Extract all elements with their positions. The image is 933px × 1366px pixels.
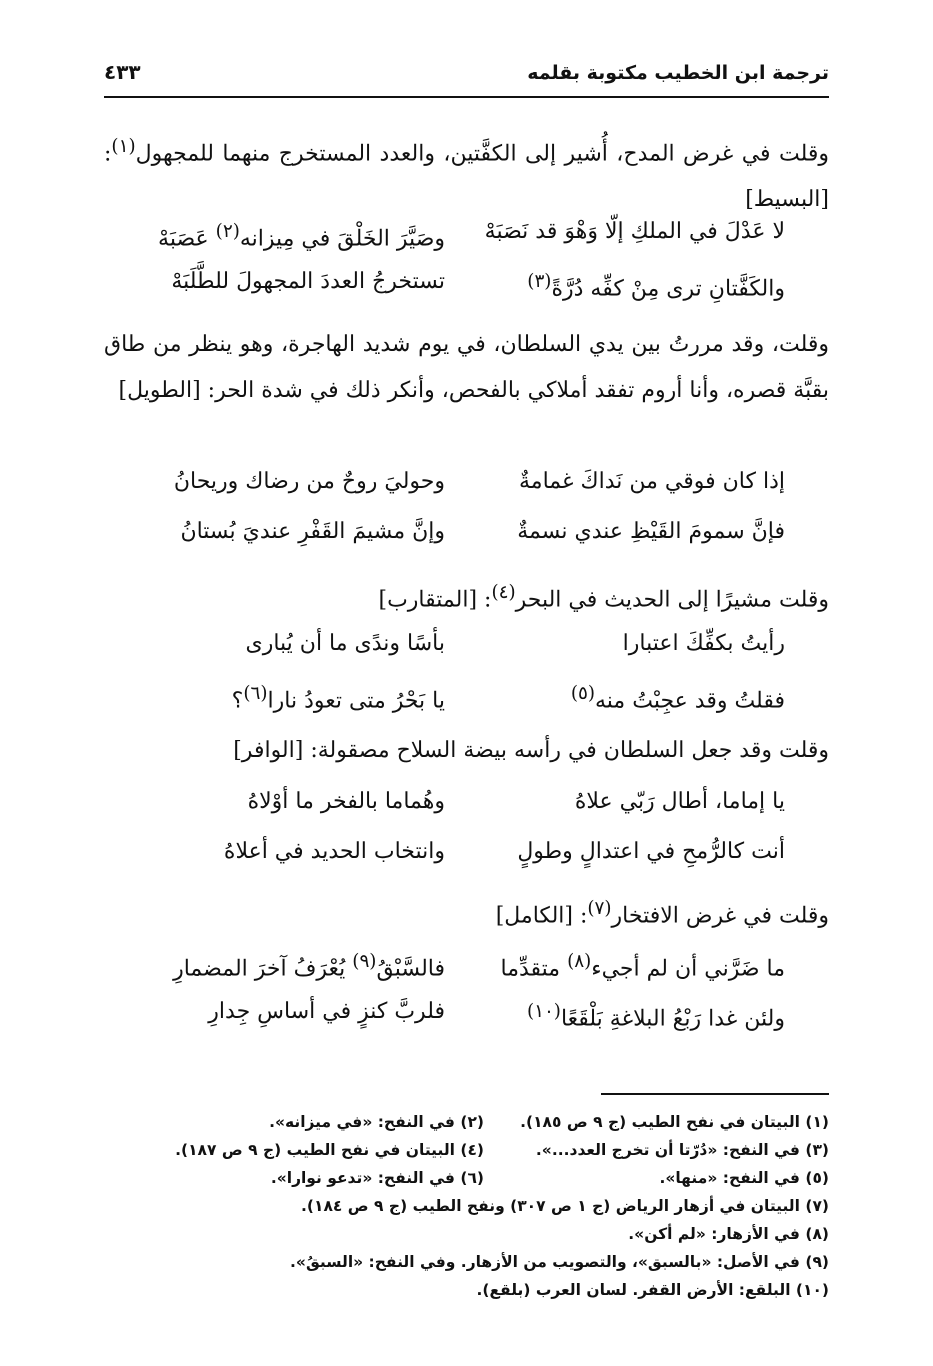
verse-couplet <box>145 208 785 308</box>
verse-first-hemistich: فإنَّ سمومَ القَيْظِ عندي نسمةٌ <box>517 519 785 544</box>
hemistich-text: ما ضَرَّني أن لم أجيء <box>591 956 785 982</box>
hemistich-text: فالسَّبْقُ <box>376 956 445 982</box>
footnote: (٨) في الأزهار: «لم أكن». <box>628 1225 829 1243</box>
verse-second-hemistich: وحوليَ روحٌ من رضاك وريحانُ <box>173 469 445 494</box>
footnote: (٣) في النفح: «دُرّتا أن تخرج العدد...». <box>535 1141 829 1159</box>
footnote-ref: (٨) <box>567 951 592 972</box>
footnote-ref: (٥) <box>570 683 595 704</box>
hemistich-text: يُعْرَفُ آخرَ المضمارِ <box>173 956 353 982</box>
paragraph-text: وقلت، وقد مررتُ بين يدي السلطان، في يوم شديد الهاجرة، وهو ينظر من طاق بقبَّة قصره، وأنا أروم تفقد أملاكي بالفحص، وأنكر ذلك في شدة الحر: <box>104 332 829 403</box>
footnote: (٩) في الأصل: «بالسبق»، والتصويب من الأزهار. وفي النفح: «السبقُ». <box>290 1253 829 1271</box>
prose-paragraph <box>104 886 829 939</box>
footnote-row <box>89 1108 829 1136</box>
footnote-separator <box>601 1093 829 1095</box>
colon: : <box>572 903 588 929</box>
footnote-row <box>89 1192 829 1220</box>
prose-paragraph <box>104 322 829 414</box>
paragraph-text: وقلت وقد جعل السلطان في رأسه بيضة السلاح مصقولة: <box>303 738 829 763</box>
verse-line <box>145 208 785 258</box>
verse-second-hemistich <box>171 258 445 306</box>
verse-first-hemistich <box>500 938 785 993</box>
meter-label: [الطويل] <box>118 378 201 403</box>
footnote-ref: (٤) <box>491 582 516 603</box>
verse-line <box>145 778 785 828</box>
footnote-row <box>89 1220 829 1248</box>
footnote: (٧) البيتان في أزهار الرياض (ج ١ ص ٣٠٧) ونفح الطيب (ج ٩ ص ١٨٤). <box>301 1197 829 1215</box>
hemistich-text: وصَيَّرَ الخَلْقَ في مِيزانه <box>239 226 445 252</box>
footnote: (٥) في النفح: «منها». <box>659 1169 829 1187</box>
footnotes <box>89 1108 829 1304</box>
footnote-ref: (٩) <box>352 951 377 972</box>
footnote-row <box>89 1276 829 1304</box>
verse-line <box>145 458 785 508</box>
running-title: ترجمة ابن الخطيب مكتوبة بقلمه <box>527 62 829 84</box>
hemistich-text: تستخرجُ العددَ المجهولَ للطَّلَبَهْ <box>171 269 445 294</box>
verse-couplet <box>145 938 785 1038</box>
paragraph-text: وقلت في غرض المدح، أُشير إلى الكفَّتين، والعدد المستخرج منهما للمجهول <box>135 141 829 167</box>
footnote-row <box>89 1248 829 1276</box>
verse-line <box>145 938 785 988</box>
footnote: (١) البيتان في نفح الطيب (ج ٩ ص ١٨٥). <box>520 1113 829 1131</box>
verse-first-hemistich <box>527 988 785 1043</box>
verse-line <box>145 988 785 1038</box>
verse-line <box>145 508 785 558</box>
footnote: (١٠) البلقع: الأرض القفر. لسان العرب (بلقع). <box>476 1281 829 1299</box>
verse-couplet <box>145 778 785 878</box>
running-header <box>104 58 829 98</box>
verse-second-hemistich: وانتخاب الحديد في أعلاهُ <box>223 839 445 864</box>
footnote-ref: (١) <box>111 136 136 157</box>
verse-line <box>145 620 785 670</box>
hemistich-text: عَصَبَهْ <box>158 226 216 252</box>
paragraph-text: وقلت في غرض الافتخار <box>611 903 829 929</box>
hemistich-text: يا بَحْرُ متى تعودُ نارا <box>267 688 445 714</box>
verse-second-hemistich: وهُماما بالفخر ما أوْلاهُ <box>247 789 445 814</box>
verse-first-hemistich: رأيتُ بكفِّكَ اعتبارا <box>622 631 785 656</box>
hemistich-text: ؟ <box>231 688 244 714</box>
verse-first-hemistich <box>571 670 785 725</box>
verse-second-hemistich: فلربَّ كنزٍ في أساسِ جِدارِ <box>208 999 445 1024</box>
footnote: (٤) البيتان في نفح الطيب (ج ٩ ص ١٨٧). <box>175 1141 484 1159</box>
verse-line <box>145 828 785 878</box>
colon: : <box>104 141 112 167</box>
verse-second-hemistich: بأسًا وندًى ما أن يُبارى <box>245 631 445 656</box>
verse-first-hemistich <box>485 208 785 256</box>
verse-line <box>145 670 785 720</box>
verse-first-hemistich: يا إماما، أطال رَبّي علاهُ <box>574 789 785 814</box>
hemistich-text: ولئن غدا رَبْعُ البلاغةِ بَلْقَعًا <box>560 1006 785 1032</box>
hemistich-text: فقلتُ وقد عجِبْتُ منه <box>595 688 785 714</box>
verse-second-hemistich <box>173 938 445 993</box>
page-number: ٤٣٣ <box>104 60 141 84</box>
footnote: (٦) في النفح: «تدعو نوارا». <box>270 1169 484 1187</box>
verse-second-hemistich <box>232 670 445 725</box>
meter-label: [الكامل] <box>495 903 573 929</box>
verse-first-hemistich: أنت كالرُّمحِ في اعتدالٍ وطولٍ <box>517 839 785 864</box>
hemistich-text: متقدِّما <box>500 956 568 982</box>
footnote: (٢) في النفح: «في ميزانه». <box>269 1113 484 1131</box>
hemistich-text: والكَفَّتانِ ترى مِنْ كفِّه دُرَّةً <box>551 276 785 302</box>
footnote-ref: (٣) <box>527 271 552 292</box>
verse-second-hemistich: وإنَّ مشيمَ القَفْرِ عنديَ بُستانُ <box>180 519 445 544</box>
footnote-row <box>89 1136 829 1164</box>
paragraph-text: وقلت مشيرًا إلى الحديث في البحر <box>515 587 829 613</box>
footnote-ref: (١٠) <box>526 1001 561 1022</box>
hemistich-text: لا عَدْلَ في الملكِ إلّا وَهْوَ قد نَصَبَهْ <box>484 219 785 244</box>
verse-couplet <box>145 620 785 720</box>
meter-label: [المتقارب] <box>378 587 478 613</box>
footnote-row <box>89 1164 829 1192</box>
footnote-ref: (٧) <box>587 898 612 919</box>
verse-first-hemistich <box>527 258 785 313</box>
meter-label: [الوافر] <box>233 738 304 763</box>
prose-paragraph <box>104 570 829 623</box>
meter-label: [البسيط] <box>745 187 829 213</box>
colon: : <box>477 587 492 613</box>
footnote-ref: (٢) <box>215 221 240 242</box>
verse-first-hemistich: إذا كان فوقي من نَداكَ غمامةٌ <box>518 469 785 494</box>
footnote-ref: (٦) <box>243 683 268 704</box>
verse-second-hemistich <box>158 208 445 263</box>
verse-couplet <box>145 458 785 558</box>
verse-line <box>145 258 785 308</box>
prose-paragraph <box>104 728 829 774</box>
